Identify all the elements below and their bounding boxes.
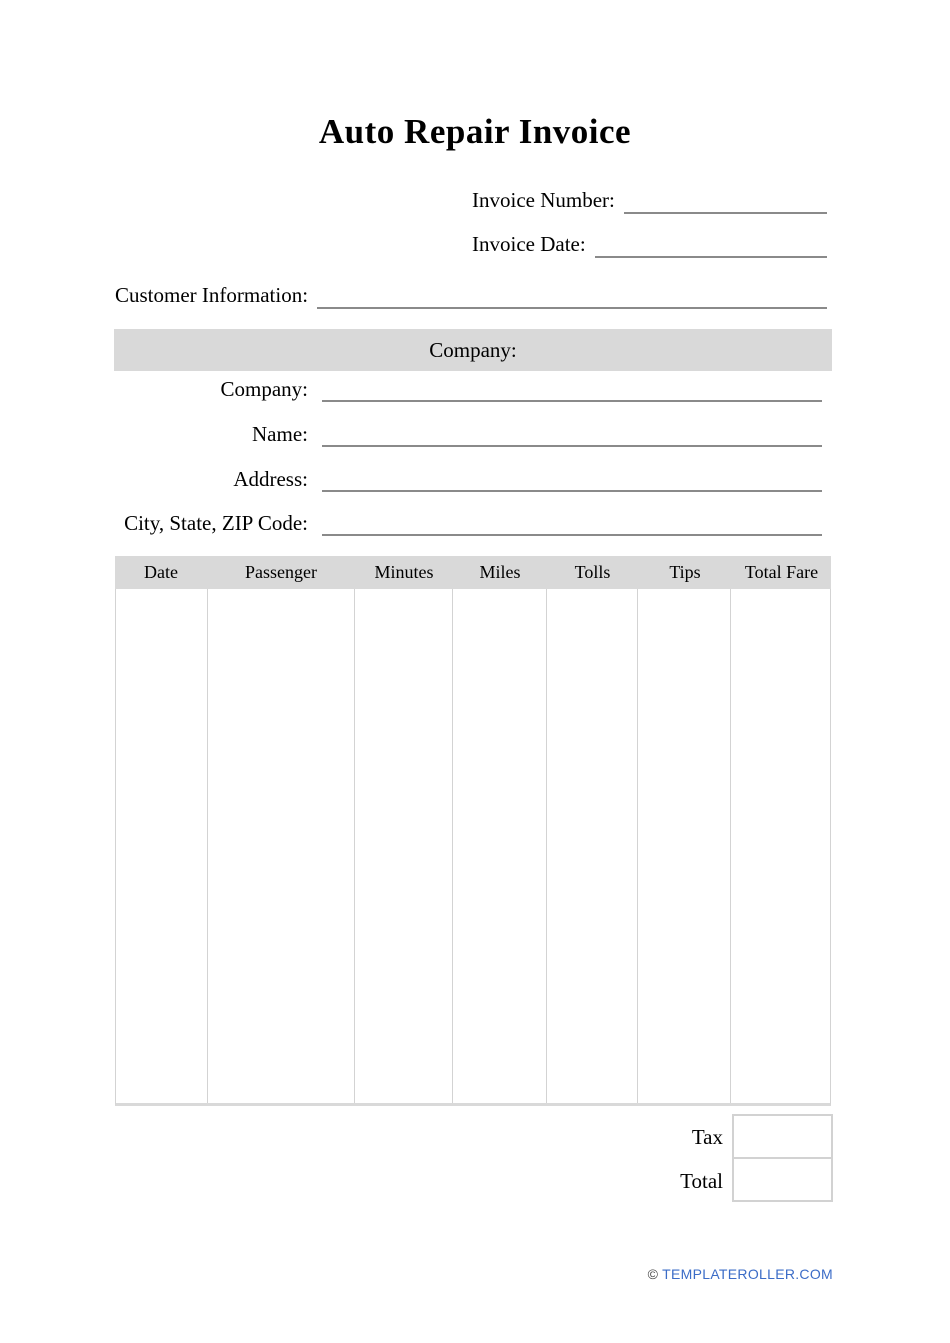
column-header-date: Date [144, 562, 178, 582]
company-section-header: Company: [114, 329, 832, 371]
trips-table-body [115, 589, 831, 1106]
name-label: Name: [252, 422, 308, 446]
table-body-cell-tips[interactable] [638, 589, 732, 1103]
company-field[interactable] [322, 376, 822, 402]
templateroller-link[interactable]: TEMPLATEROLLER.COM [662, 1266, 833, 1282]
column-header-total-fare: Total Fare [744, 562, 819, 582]
table-body-cell-passenger[interactable] [208, 589, 356, 1103]
page-title: Auto Repair Invoice [318, 112, 632, 151]
address-field[interactable] [322, 466, 822, 492]
customer-information-label: Customer Information: [115, 283, 309, 307]
invoice-date-label: Invoice Date: [472, 232, 586, 256]
city-state-zip-field[interactable] [322, 510, 822, 536]
tax-value-box[interactable] [734, 1116, 831, 1159]
customer-information-row [115, 281, 827, 309]
table-body-cell-total-fare[interactable] [731, 589, 830, 1103]
column-header-tolls: Tolls [574, 562, 611, 582]
column-header-tips: Tips [669, 562, 701, 582]
total-label: Total [680, 1169, 723, 1193]
trips-table [115, 556, 831, 1106]
footer [648, 1266, 833, 1282]
total-value-box[interactable] [734, 1159, 831, 1200]
address-field-row [110, 466, 822, 492]
trips-table-header [115, 556, 831, 589]
tax-label: Tax [691, 1125, 723, 1149]
invoice-number-row [472, 186, 827, 214]
customer-information-field[interactable] [317, 281, 827, 309]
name-field-row [110, 421, 822, 447]
column-header-minutes: Minutes [374, 562, 434, 582]
company-field-row [110, 376, 822, 402]
table-body-cell-date[interactable] [116, 589, 208, 1103]
invoice-number-label: Invoice Number: [472, 188, 615, 212]
column-header-miles: Miles [479, 562, 521, 582]
table-body-cell-miles[interactable] [453, 589, 547, 1103]
copyright-symbol: © [647, 1266, 659, 1282]
invoice-date-field[interactable] [595, 230, 827, 258]
invoice-date-row [472, 230, 827, 258]
column-header-passenger: Passenger [245, 562, 317, 582]
city-state-zip-label: City, State, ZIP Code: [124, 511, 308, 535]
address-label: Address: [233, 467, 308, 491]
totals-box [732, 1114, 833, 1202]
name-field[interactable] [322, 421, 822, 447]
table-body-cell-tolls[interactable] [547, 589, 638, 1103]
company-label: Company: [220, 377, 308, 401]
table-body-cell-minutes[interactable] [355, 589, 453, 1103]
city-state-zip-field-row [110, 510, 822, 536]
invoice-number-field[interactable] [624, 186, 827, 214]
